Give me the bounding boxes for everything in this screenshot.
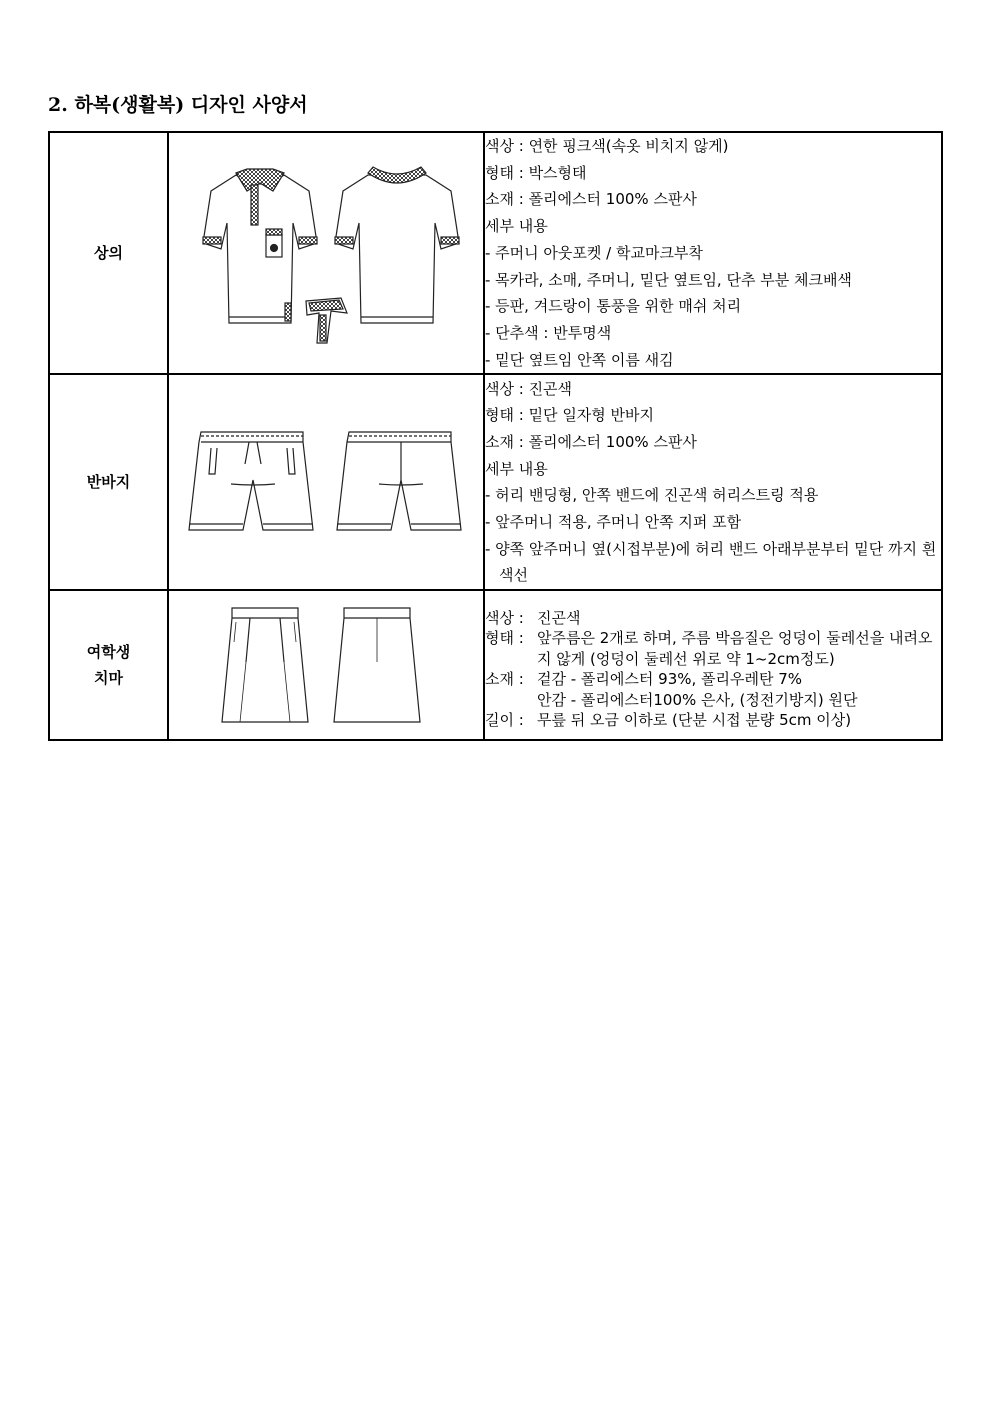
desc-line: 세부 내용 <box>485 217 548 236</box>
row-label-skirt <box>49 590 168 740</box>
skirt-length-value: 무릎 뒤 오금 이하로 (단분 시접 분량 5cm 이상) <box>537 711 852 730</box>
shirt-drawing <box>168 132 484 374</box>
skirt-color-key: 색상 : <box>485 608 524 627</box>
row-label-shorts: 반바지 <box>49 374 168 590</box>
row-label-skirt-line2: 치마 <box>94 669 123 688</box>
shirt-illustration <box>181 153 471 353</box>
shorts-illustration <box>181 422 471 542</box>
skirt-illustration <box>216 602 436 728</box>
row-desc-top <box>484 132 942 374</box>
desc-line: - 허리 밴딩형, 안쪽 밴드에 진곤색 허리스트링 적용 <box>485 486 819 505</box>
row-desc-skirt <box>484 590 942 740</box>
desc-line: 형태 : 박스형태 <box>485 163 587 182</box>
desc-line: - 밑단 옆트임 안쪽 이름 새김 <box>485 350 674 369</box>
skirt-shape-value: 앞주름은 2개로 하며, 주름 박음질은 엉덩이 둘레선을 내려오지 않게 (엉덩이 둘레선 위로 약 1~2cm정도) <box>537 629 933 668</box>
skirt-length-key: 길이 : <box>485 711 524 730</box>
desc-line: - 등판, 겨드랑이 통풍을 위한 매쉬 처리 <box>485 297 742 316</box>
desc-line: 소재 : 폴리에스터 100% 스판사 <box>485 432 697 451</box>
table-row <box>49 132 942 374</box>
table-row <box>49 374 942 590</box>
table-row <box>49 590 942 740</box>
desc-line: - 양쪽 앞주머니 옆(시접부분)에 허리 밴드 아래부분부터 밑단 까지 흰색선 <box>485 539 937 585</box>
spec-table <box>48 131 943 741</box>
desc-line: 세부 내용 <box>485 459 548 478</box>
skirt-length <box>485 710 941 731</box>
row-desc-shorts <box>484 374 942 590</box>
skirt-material <box>485 669 941 690</box>
desc-line: 형태 : 밑단 일자형 반바지 <box>485 406 655 425</box>
skirt-material-inner-line <box>485 690 941 711</box>
shorts-drawing <box>168 374 484 590</box>
skirt-shape <box>485 628 941 669</box>
skirt-shape-key: 형태 : <box>485 629 524 648</box>
row-label-skirt-line1: 여학생 <box>86 643 131 662</box>
skirt-color <box>485 608 941 629</box>
skirt-color-value: 진곤색 <box>537 608 581 627</box>
desc-line: - 목카라, 소매, 주머니, 밑단 옆트임, 단추 부분 체크배색 <box>485 270 852 289</box>
skirt-drawing <box>168 590 484 740</box>
row-label-top: 상의 <box>49 132 168 374</box>
skirt-material-key: 소재 : <box>485 670 524 689</box>
desc-line: - 앞주머니 적용, 주머니 안쪽 지퍼 포함 <box>485 513 742 532</box>
skirt-material-outer: 겉감 - 폴리에스터 93%, 폴리우레탄 7% <box>537 670 803 689</box>
desc-line: 색상 : 연한 핑크색(속옷 비치지 않게) <box>485 137 729 155</box>
desc-line: - 단추색 : 반투명색 <box>485 323 612 342</box>
desc-line: 색상 : 진곤색 <box>485 379 573 398</box>
desc-line: - 주머니 아웃포켓 / 학교마크부착 <box>485 243 703 262</box>
page-heading: 2. 하복(생활복) 디자인 사양서 <box>48 94 308 116</box>
desc-line: 소재 : 폴리에스터 100% 스판사 <box>485 190 697 209</box>
skirt-material-inner: 안감 - 폴리에스터100% 은사, (정전기방지) 원단 <box>537 690 858 709</box>
